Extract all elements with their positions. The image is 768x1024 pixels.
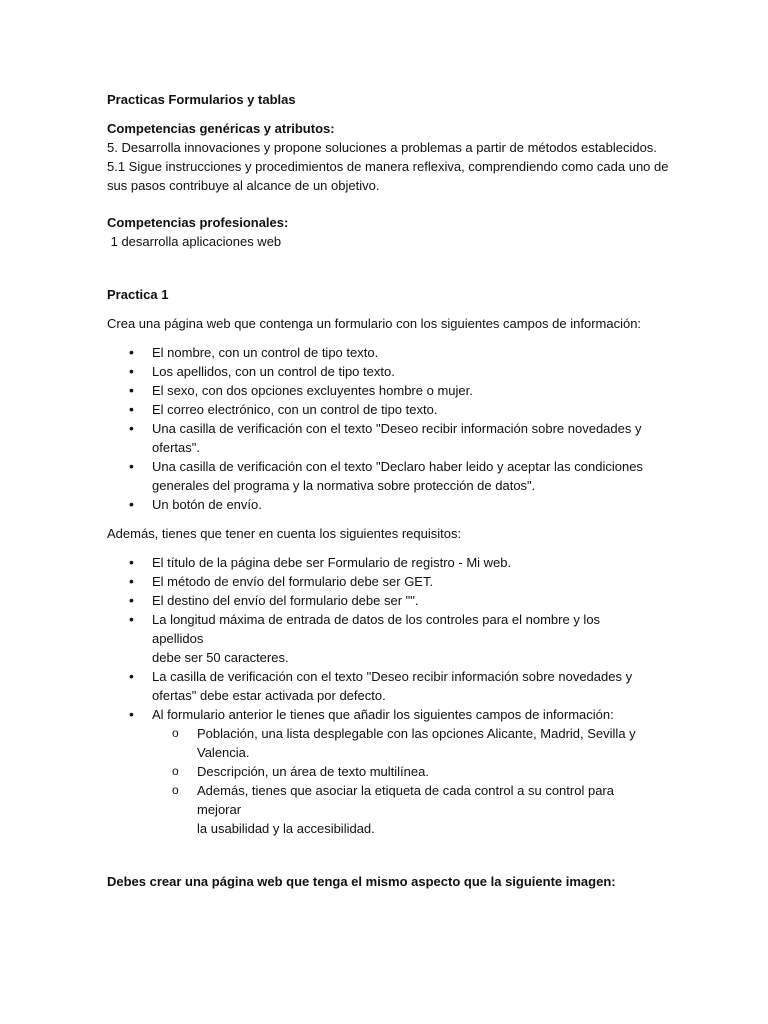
- requirements-list: [107, 553, 647, 838]
- practice-intro: Crea una página web que contenga un formulario con los siguientes campos de información:: [107, 316, 642, 331]
- list-item: • Al formulario anterior le tienes que añadir los siguientes campos de información: o Población, una lista desplegable con las opciones Alicante, Madrid, Sevilla y Valencia. o Descripción, un área de texto multilínea. o Además, tienes que asociar la etiqueta de cada control a su control para mejorar la usabilidad y la accesibilidad.: [107, 705, 647, 838]
- list-item: • El método de envío del formulario debe ser GET.: [107, 572, 647, 591]
- list-item: • Los apellidos, con un control de tipo texto.: [107, 362, 647, 381]
- professional-competencies-heading: Competencias profesionales:: [107, 215, 289, 230]
- list-item: • Una casilla de verificación con el texto "Deseo recibir información sobre novedades y ofertas".: [107, 419, 647, 457]
- professional-competency-1: 1 desarrolla aplicaciones web: [107, 234, 282, 249]
- list-item: o Descripción, un área de texto multilínea.: [152, 762, 647, 781]
- list-item: • Un botón de envío.: [107, 495, 647, 514]
- list-item: • El destino del envío del formulario debe ser "".: [107, 591, 647, 610]
- list-item: o Población, una lista desplegable con las opciones Alicante, Madrid, Sevilla y Valencia.: [152, 724, 647, 762]
- document-title: Practicas Formularios y tablas: [107, 92, 296, 107]
- generic-competency-5-1: 5.1 Sigue instrucciones y procedimientos de manera reflexiva, comprendiendo como cada uno de: [107, 159, 669, 174]
- additional-fields-sublist: [152, 724, 647, 838]
- closing-instruction: Debes crear una página web que tenga el mismo aspecto que la siguiente imagen:: [107, 874, 616, 889]
- list-item: • La longitud máxima de entrada de datos de los controles para el nombre y los apellidos debe ser 50 caracteres.: [107, 610, 647, 667]
- list-item: • El nombre, con un control de tipo texto.: [107, 343, 647, 362]
- list-item: • La casilla de verificación con el texto "Deseo recibir información sobre novedades y ofertas" debe estar activada por defecto.: [107, 667, 647, 705]
- list-item: • El correo electrónico, con un control de tipo texto.: [107, 400, 647, 419]
- list-item: • El sexo, con dos opciones excluyentes hombre o mujer.: [107, 381, 647, 400]
- form-fields-list: [107, 343, 647, 514]
- list-item: • Una casilla de verificación con el texto "Declaro haber leido y aceptar las condiciones generales del programa y la normativa sobre protección de datos".: [107, 457, 647, 495]
- requirements-intro: Además, tienes que tener en cuenta los siguientes requisitos:: [107, 526, 462, 541]
- list-item: o Además, tienes que asociar la etiqueta de cada control a su control para mejorar la usabilidad y la accesibilidad.: [152, 781, 647, 838]
- generic-competency-5-1-cont: sus pasos contribuye al alcance de un objetivo.: [107, 178, 380, 193]
- generic-competency-5: 5. Desarrolla innovaciones y propone soluciones a problemas a partir de métodos establecidos.: [107, 140, 657, 155]
- practice-heading: Practica 1: [107, 287, 169, 302]
- list-item: • El título de la página debe ser Formulario de registro - Mi web.: [107, 553, 647, 572]
- generic-competencies-heading: Competencias genéricas y atributos:: [107, 121, 335, 136]
- document-body: [107, 90, 669, 891]
